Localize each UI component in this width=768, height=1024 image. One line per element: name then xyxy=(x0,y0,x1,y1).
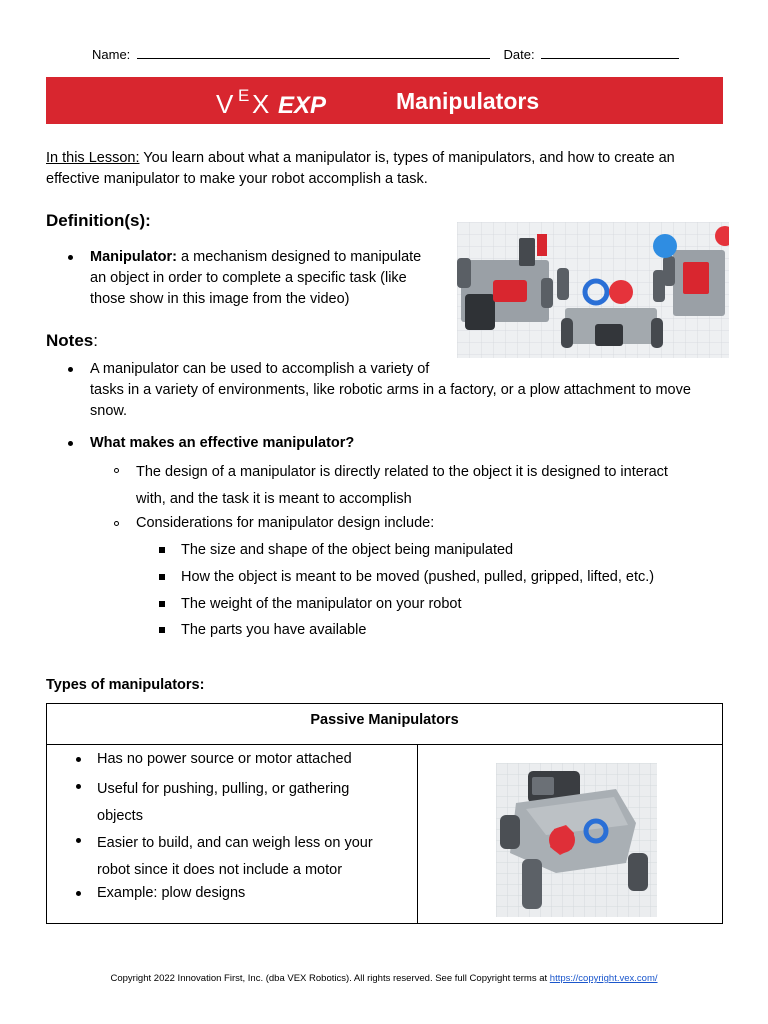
consideration-item: How the object is meant to be moved (pushed, pulled, gripped, lifted, etc.) xyxy=(181,569,655,585)
table-bullet-1: Has no power source or motor attached xyxy=(97,751,352,767)
bullet-dot xyxy=(76,784,81,789)
vex-exp-logo xyxy=(216,83,366,119)
title-banner xyxy=(46,77,723,124)
table-bullet-2: Useful for pushing, pulling, or gathering objects xyxy=(97,781,350,824)
sub-text-3: Considerations for manipulator design include: xyxy=(136,515,435,531)
date-field[interactable] xyxy=(541,46,679,59)
note-item-2 xyxy=(90,433,354,454)
consideration-item: The weight of the manipulator on your robot xyxy=(181,596,462,612)
page-title: Manipulators xyxy=(396,88,540,114)
copyright-text: Copyright 2022 Innovation First, Inc. (dba VEX Robotics). All rights reserved. See full Copyright terms at xyxy=(110,973,550,984)
table-bullet-4: Example: plow designs xyxy=(97,885,246,901)
notes-heading: Notes: xyxy=(46,331,98,350)
lesson-text: You learn about what a manipulator is, types of manipulators, and how to create an effective manipulator to make your robot accomplish a task. xyxy=(46,150,675,187)
sub-item-1 xyxy=(136,459,716,513)
passive-manipulator-robot-photo xyxy=(496,763,657,917)
sub-bullet-ring xyxy=(114,521,119,526)
sub-bullet-ring xyxy=(114,468,119,473)
name-label: Name: xyxy=(92,47,131,62)
table-header xyxy=(47,704,722,745)
note-text-2: tasks in a variety of environments, like robotic arms in a factory, or a plow attachment to move xyxy=(90,382,691,398)
consideration-item: The size and shape of the object being manipulated xyxy=(181,542,514,558)
table-header-label: Passive Manipulators xyxy=(310,712,459,728)
definition-item xyxy=(90,247,450,310)
definition-text-2: an object in order to complete a specific task (like xyxy=(90,270,407,286)
square-bullet xyxy=(159,601,165,607)
manipulator-robots-photo xyxy=(457,222,729,358)
lesson-label: In this Lesson: xyxy=(46,150,140,166)
date-label: Date: xyxy=(503,47,535,62)
svg-text:X: X xyxy=(252,89,270,119)
sub-text-2: with, and the task it is meant to accomplish xyxy=(136,491,412,507)
sub-text-1: The design of a manipulator is directly related to the object it is designed to interact xyxy=(136,464,668,480)
bullet-dot xyxy=(76,757,81,762)
bullet-dot xyxy=(76,891,81,896)
definition-text-3: those show in this image from the video) xyxy=(90,291,350,307)
bullet-dot xyxy=(68,441,73,446)
sub-item-2 xyxy=(136,513,434,534)
square-bullet xyxy=(159,547,165,553)
svg-text:EXP: EXP xyxy=(278,92,327,119)
copyright-footer xyxy=(0,973,768,984)
svg-text:E: E xyxy=(238,86,250,105)
name-date-row xyxy=(92,46,679,62)
lesson-intro xyxy=(46,148,726,190)
bullet-dot xyxy=(68,367,73,372)
copyright-link[interactable]: https://copyright.vex.com/ xyxy=(549,973,658,984)
bullet-dot xyxy=(68,255,73,260)
column-divider xyxy=(417,744,418,923)
note-text-1: A manipulator can be used to accomplish a variety of xyxy=(90,361,430,377)
table-bullet-3: Easier to build, and can weigh less on your robot since it does not include a motor xyxy=(97,835,373,878)
square-bullet xyxy=(159,574,165,580)
note-item-1 xyxy=(90,359,730,422)
note-text-3: snow. xyxy=(90,403,128,419)
bullet-dot xyxy=(76,838,81,843)
definitions-heading: Definition(s): xyxy=(46,211,151,230)
effective-manipulator-question: What makes an effective manipulator? xyxy=(90,435,355,451)
square-bullet xyxy=(159,627,165,633)
definition-term: Manipulator: xyxy=(90,249,177,265)
definition-text-1: a mechanism designed to manipulate xyxy=(177,249,422,265)
svg-text:V: V xyxy=(216,89,234,119)
consideration-item: The parts you have available xyxy=(181,622,367,638)
name-field[interactable] xyxy=(137,46,490,59)
types-heading: Types of manipulators: xyxy=(46,677,205,693)
